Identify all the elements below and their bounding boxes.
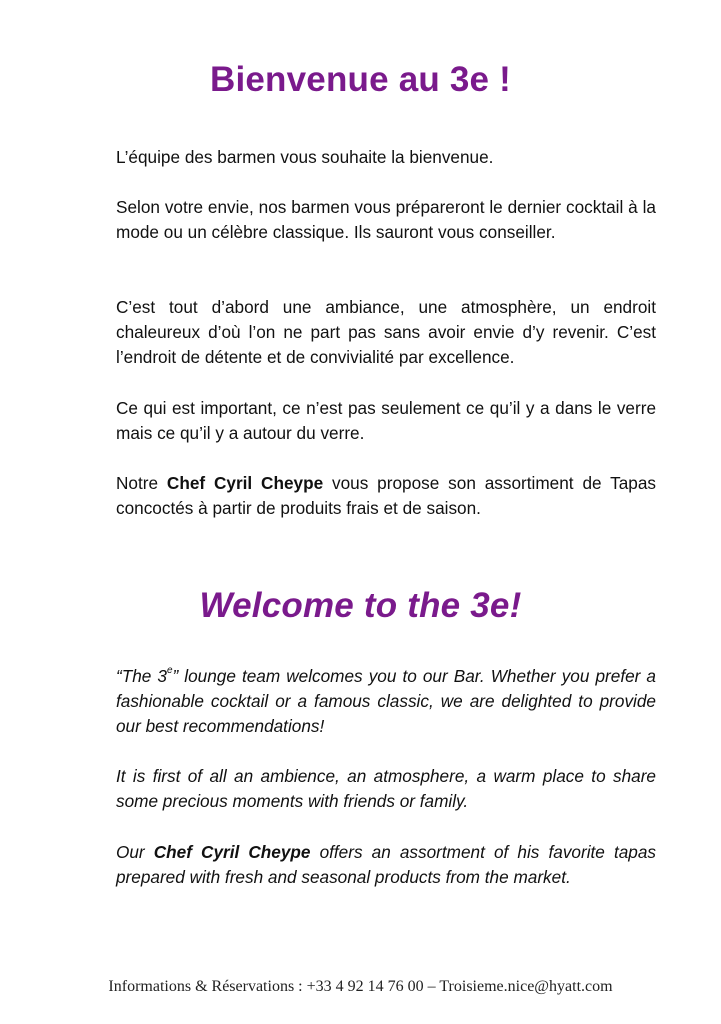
footer-contact: Informations & Réservations : +33 4 92 14 76 00 – Troisieme.nice@hyatt.com xyxy=(108,978,613,995)
english-welcome-superscript: e xyxy=(166,665,173,677)
french-paragraph-welcome: L’équipe des barmen vous souhaite la bienvenue. xyxy=(116,147,494,167)
french-title: Bienvenue au 3e ! xyxy=(209,60,511,99)
english-paragraph-chef xyxy=(116,840,656,890)
english-chef-intro: Our xyxy=(116,842,154,862)
english-paragraph-ambience: It is first of all an ambience, an atmosphere, a warm place to share some precious moments with friends or family. xyxy=(116,766,656,811)
french-chef-text: vous propose son assortiment de Tapas concoctés à partir de produits frais et de saison. xyxy=(116,473,656,518)
french-paragraph-verre: Ce qui est important, ce n’est pas seulement ce qu’il y a dans le verre mais ce qu’il y a autour du verre. xyxy=(116,398,656,443)
french-paragraph-ambiance: C’est tout d’abord une ambiance, une atmosphère, un endroit chaleureux d’où l’on ne part pas sans avoir envie d’y revenir. C’est l’endroit de détente et de convivialité par excellence. xyxy=(116,297,656,367)
english-welcome-start: “The 3 xyxy=(116,666,167,686)
english-chef-text: offers an assortment of his favorite tapas prepared with fresh and seasonal products from the market. xyxy=(116,842,657,887)
english-paragraph-welcome xyxy=(116,664,656,739)
french-chef-intro: Notre xyxy=(116,473,167,493)
english-title: Welcome to the 3e! xyxy=(199,586,522,625)
french-paragraph-chef xyxy=(116,471,656,521)
french-chef-name: Chef Cyril Cheype xyxy=(166,473,324,493)
english-chef-name: Chef Cyril Cheype xyxy=(153,842,311,862)
english-welcome-text: ” lounge team welcomes you to our Bar. Whether you prefer a fashionable cocktail or a famous classic, we are delighted to provide our best recommendations! xyxy=(116,666,656,736)
french-paragraph-barmen: Selon votre envie, nos barmen vous prépareront le dernier cocktail à la mode ou un célèbre classique. Ils sauront vous conseiller. xyxy=(116,197,656,242)
